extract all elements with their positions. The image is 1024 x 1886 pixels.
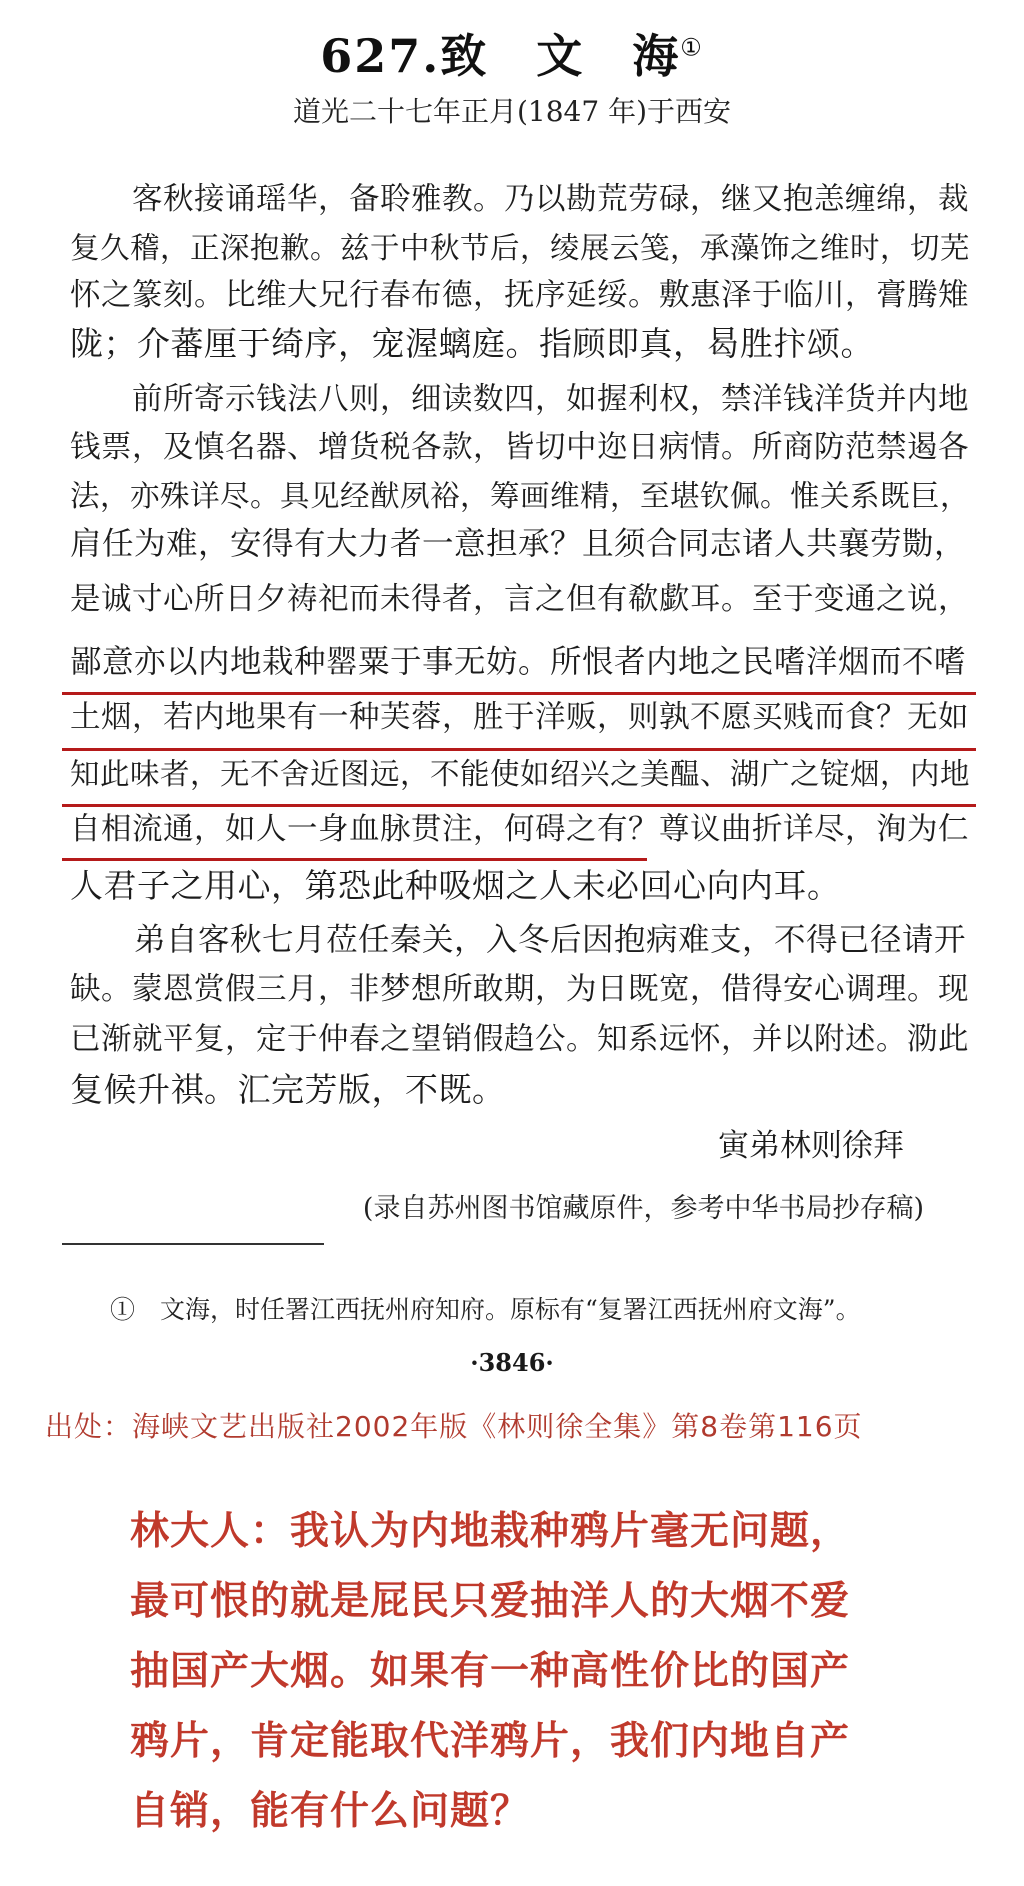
body-line: 客秋接诵瑶华，备聆雅教。乃以勘荒劳碌，继又抱恙缠绵，裁 (70, 182, 969, 217)
comment-line: 自销，能有什么问题？ (130, 1789, 531, 1834)
body-line: 肩任为难，安得有大力者一意担承？且须合同志诸人共襄劳勚， (70, 526, 967, 562)
body-line: 复候升祺。汇完芳版，不既。 (70, 1070, 506, 1109)
document-title (0, 20, 1024, 86)
red-underline (62, 692, 976, 695)
body-line: 前所寄示钱法八则，细读数四，如握利权，禁洋钱洋货并内地 (70, 382, 969, 417)
highlighted-line: 自相流通，如人一身血脉贯注，何碍之有？尊议曲折详尽，洵为仁 (70, 812, 969, 847)
red-underline (62, 804, 976, 807)
body-line: 法，亦殊详尽。具见经猷夙裕，筹画维精，至堪钦佩。惟关系既巨， (70, 479, 971, 513)
page-number: ·3846· (470, 1348, 554, 1377)
body-line: 是诚寸心所日夕祷祀而未得者，言之但有欷歔耳。至于变通之说， (70, 582, 969, 617)
highlighted-line: 土烟，若内地果有一种芙蓉，胜于洋贩，则孰不愿买贱而食？无如 (70, 700, 969, 735)
title-footnote-mark: ① (680, 33, 704, 62)
body-line: 缺。蒙恩赏假三月，非梦想所敢期，为日既宽，借得安心调理。现 (70, 972, 969, 1007)
comment-line: 最可恨的就是屁民只爱抽洋人的大烟不爱 (130, 1579, 851, 1624)
title-text: 627.致 文 海 (320, 29, 681, 83)
body-line: 陇；介蕃厘于绮序，宠渥螭庭。指顾即真，曷胜抃颂。 (70, 324, 874, 363)
source-note: (录自苏州图书馆藏原件，参考中华书局抄存稿) (362, 1193, 924, 1224)
red-underline (62, 858, 647, 861)
comment-line: 鸦片，肯定能取代洋鸦片，我们内地自产 (130, 1719, 851, 1764)
source-citation: 出处：海峡文艺出版社2002年版《林则徐全集》第8卷第116页 (45, 1410, 863, 1443)
red-underline (62, 748, 976, 751)
body-line: 钱票，及慎名器、增货税各款，皆切中迩日病情。所商防范禁遏各 (70, 430, 969, 465)
highlighted-line: 鄙意亦以内地栽种罂粟于事无妨。所恨者内地之民嗜洋烟而不嗜 (70, 644, 967, 680)
body-line: 怀之篆刻。比维大兄行春布德，抚序延绥。敷惠泽于临川，膏腾雉 (70, 278, 969, 313)
body-line: 人君子之用心，第恐此种吸烟之人未必回心向内耳。 (70, 866, 841, 905)
body-line: 复久稽，正深抱歉。兹于中秋节后，绫展云笺，承藻饰之维时，切芜 (70, 231, 971, 265)
comment-line: 林大人：我认为内地栽种鸦片毫无问题， (130, 1509, 851, 1554)
document-subtitle: 道光二十七年正月(1847 年)于西安 (292, 95, 731, 128)
body-line: 已渐就平复，定于仲春之望销假趋公。知系远怀，并以附述。泐此 (70, 1022, 969, 1057)
comment-line: 抽国产大烟。如果有一种高性价比的国产 (130, 1649, 851, 1694)
body-line: 弟自客秋七月莅任秦关，入冬后因抱病难支，不得已径请开 (70, 922, 967, 958)
highlighted-line: 知此味者，无不舍近图远，不能使如绍兴之美醖、湖广之锭烟，内地 (70, 757, 971, 791)
signature: 寅弟林则徐拜 (718, 1128, 904, 1164)
footnote-divider (62, 1243, 324, 1245)
footnote: ① 文海，时任署江西抚州府知府。原标有“复署江西抚州府文海”。 (110, 1295, 861, 1324)
